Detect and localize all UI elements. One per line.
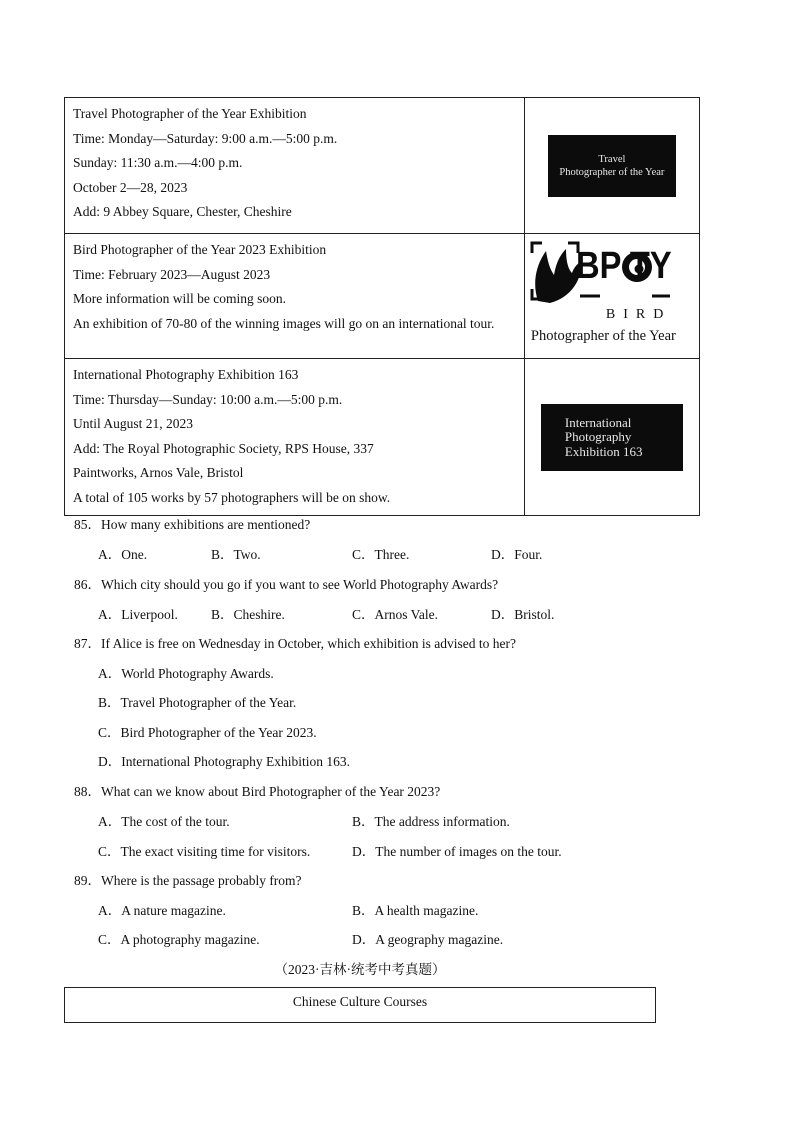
exhibition-address-cont: Paintworks, Arnos Vale, Bristol: [73, 465, 244, 481]
option-85-a[interactable]: A．One.: [98, 547, 148, 562]
option-85-c[interactable]: C．Three.: [352, 547, 410, 562]
option-86-c[interactable]: C．Arnos Vale.: [352, 607, 438, 622]
exhibition-logo-cell: [524, 359, 699, 516]
exhibition-works-info: A total of 105 works by 57 photographers will be on show.: [73, 489, 391, 505]
option-88-c[interactable]: C．The exact visiting time for visitors.: [98, 844, 311, 859]
exhibition-title: Bird Photographer of the Year 2023 Exhibition: [73, 242, 327, 257]
option-86-b[interactable]: B．Cheshire.: [211, 607, 285, 622]
exhibition-title: International Photography Exhibition 163: [73, 367, 299, 382]
exhibition-row-international: [65, 359, 700, 516]
option-87-a[interactable]: A．World Photography Awards.: [98, 666, 274, 681]
question-89: 89．Where is the passage probably from?: [74, 873, 302, 888]
option-85-d[interactable]: D．Four.: [491, 547, 543, 562]
exhibition-info: [65, 234, 525, 359]
next-passage-title: [64, 987, 656, 1023]
option-89-c[interactable]: C．A photography magazine.: [98, 932, 260, 947]
exhibition-address: Add: The Royal Photographic Society, RPS House, 337: [73, 440, 374, 456]
option-85-b[interactable]: B．Two.: [211, 547, 261, 562]
question-85: 85．How many exhibitions are mentioned?: [74, 517, 311, 532]
exhibition-logo-cell: [524, 234, 699, 359]
exhibition-time: Time: Monday—Saturday: 9:00 a.m.—5:00 p.m.: [73, 130, 338, 146]
exhibition-time-sunday: Sunday: 11:30 a.m.—4:00 p.m.: [73, 155, 243, 171]
option-87-c[interactable]: C．Bird Photographer of the Year 2023.: [98, 725, 317, 740]
bpoty-logo: [528, 239, 696, 349]
exhibition-dates: October 2—28, 2023: [73, 179, 188, 195]
exhibition-time: Time: Thursday—Sunday: 10:00 a.m.—5:00 p.m.: [73, 391, 343, 407]
travel-logo: [548, 135, 676, 197]
exhibition-dates: Until August 21, 2023: [73, 416, 194, 432]
option-89-b[interactable]: B．A health magazine.: [352, 903, 479, 918]
international-logo: [541, 404, 683, 471]
exhibition-address: Add: 9 Abbey Square, Chester, Cheshire: [73, 204, 292, 220]
exhibition-row-bird: [65, 234, 700, 359]
exhibition-info: [65, 98, 525, 234]
travel-logo-line: Photographer of the Year: [559, 166, 665, 178]
option-89-d[interactable]: D．A geography magazine.: [352, 932, 504, 947]
option-86-a[interactable]: A．Liverpool.: [98, 607, 178, 622]
international-logo-line: Photography: [564, 429, 632, 444]
option-87-b[interactable]: B．Travel Photographer of the Year.: [98, 695, 297, 710]
bpoty-logo-subtitle: Photographer of the Year: [530, 328, 676, 344]
exhibition-info: [65, 359, 525, 516]
bpoty-logo-bird: BIRD: [605, 307, 672, 322]
exhibition-tour-info: An exhibition of 70-80 of the winning images will go on an international tour.: [73, 315, 495, 331]
international-logo-line: Exhibition 163: [564, 443, 643, 459]
next-passage-title-text: Chinese Culture Courses: [292, 994, 428, 1009]
option-87-d[interactable]: D．International Photography Exhibition 163.: [98, 754, 350, 769]
option-89-a[interactable]: A．A nature magazine.: [98, 903, 226, 918]
question-87: 87．If Alice is free on Wednesday in October, which exhibition is advised to her?: [74, 636, 517, 651]
option-86-d[interactable]: D．Bristol.: [491, 607, 555, 622]
travel-logo-line: Travel: [598, 153, 626, 165]
option-88-d[interactable]: D．The number of images on the tour.: [352, 844, 562, 859]
question-86: 86．Which city should you go if you want to see World Photography Awards?: [74, 577, 499, 592]
exhibition-logo-cell: [524, 98, 699, 234]
option-88-b[interactable]: B．The address information.: [352, 814, 510, 829]
source-note: （2023·吉林·统考中考真题）: [274, 962, 446, 977]
exhibition-time: Time: February 2023—August 2023: [73, 266, 271, 282]
question-88: 88．What can we know about Bird Photographer of the Year 2023?: [74, 784, 441, 799]
international-logo-line: International: [564, 414, 632, 430]
option-88-a[interactable]: A．The cost of the tour.: [98, 814, 230, 829]
exhibition-title: Travel Photographer of the Year Exhibition: [73, 106, 307, 121]
exhibition-row-travel: [65, 98, 700, 234]
exhibition-note: More information will be coming soon.: [73, 291, 286, 307]
bpoty-logo-text: BP TY: [575, 245, 672, 287]
exhibition-table: [64, 97, 700, 516]
